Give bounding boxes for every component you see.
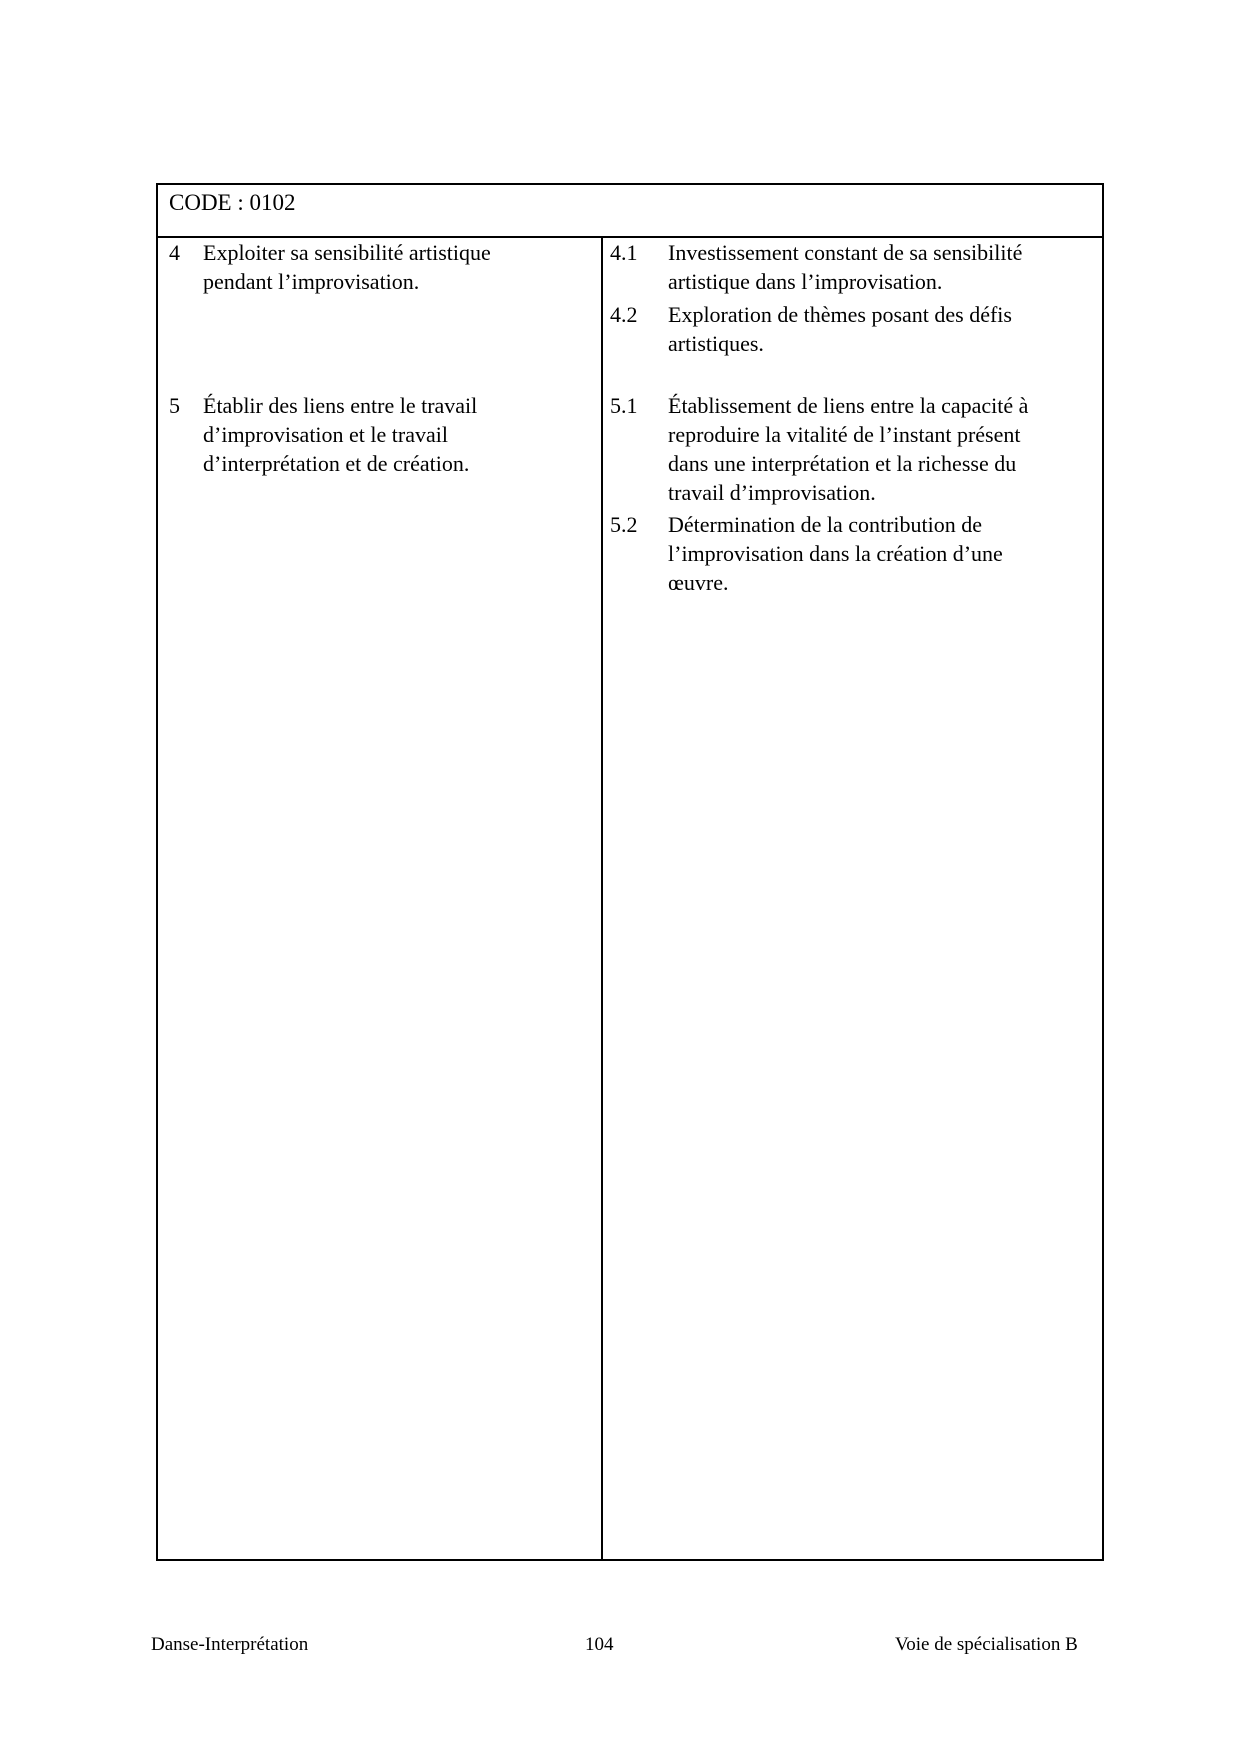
competency-number: 4	[169, 240, 180, 265]
criterion-number: 4.1	[610, 240, 638, 265]
criterion-text	[668, 300, 1108, 358]
criterion-line: Détermination de la contribution de	[668, 512, 983, 537]
criterion-text	[668, 510, 1108, 597]
footer-track: Voie de spécialisation B	[895, 1634, 1078, 1655]
competency-line: Exploiter sa sensibilité artistique	[203, 240, 491, 265]
competency-text	[203, 238, 593, 296]
criterion-line: Exploration de thèmes posant des défis	[668, 302, 1012, 327]
column-divider	[601, 238, 603, 1561]
competency-table	[156, 183, 1104, 1561]
code-label: CODE : 0102	[169, 190, 296, 215]
competency-line: pendant l’improvisation.	[203, 269, 420, 294]
criterion-line: l’improvisation dans la création d’une	[668, 541, 1003, 566]
criterion-number: 5.2	[610, 512, 638, 537]
footer-program: Danse-Interprétation	[151, 1634, 309, 1655]
criterion-text	[668, 391, 1108, 507]
criterion-line: artistique dans l’improvisation.	[668, 269, 943, 294]
competency-text	[203, 391, 593, 478]
criterion-line: œuvre.	[668, 570, 729, 595]
competency-line: d’improvisation et le travail	[203, 422, 448, 447]
footer-page-number: 104	[585, 1634, 614, 1655]
criterion-line: Établissement de liens entre la capacité à	[668, 393, 1029, 418]
criterion-line: Investissement constant de sa sensibilité	[668, 240, 1023, 265]
criterion-line: artistiques.	[668, 331, 764, 356]
criterion-line: reproduire la vitalité de l’instant présent	[668, 422, 1021, 447]
criterion-text	[668, 238, 1108, 296]
competency-line: Établir des liens entre le travail	[203, 393, 478, 418]
competency-number: 5	[169, 393, 180, 418]
criterion-number: 5.1	[610, 393, 638, 418]
criterion-line: dans une interprétation et la richesse du	[668, 451, 1017, 476]
competency-line: d’interprétation et de création.	[203, 451, 470, 476]
criterion-number: 4.2	[610, 302, 638, 327]
code-header-row	[158, 185, 1102, 238]
criterion-line: travail d’improvisation.	[668, 480, 876, 505]
